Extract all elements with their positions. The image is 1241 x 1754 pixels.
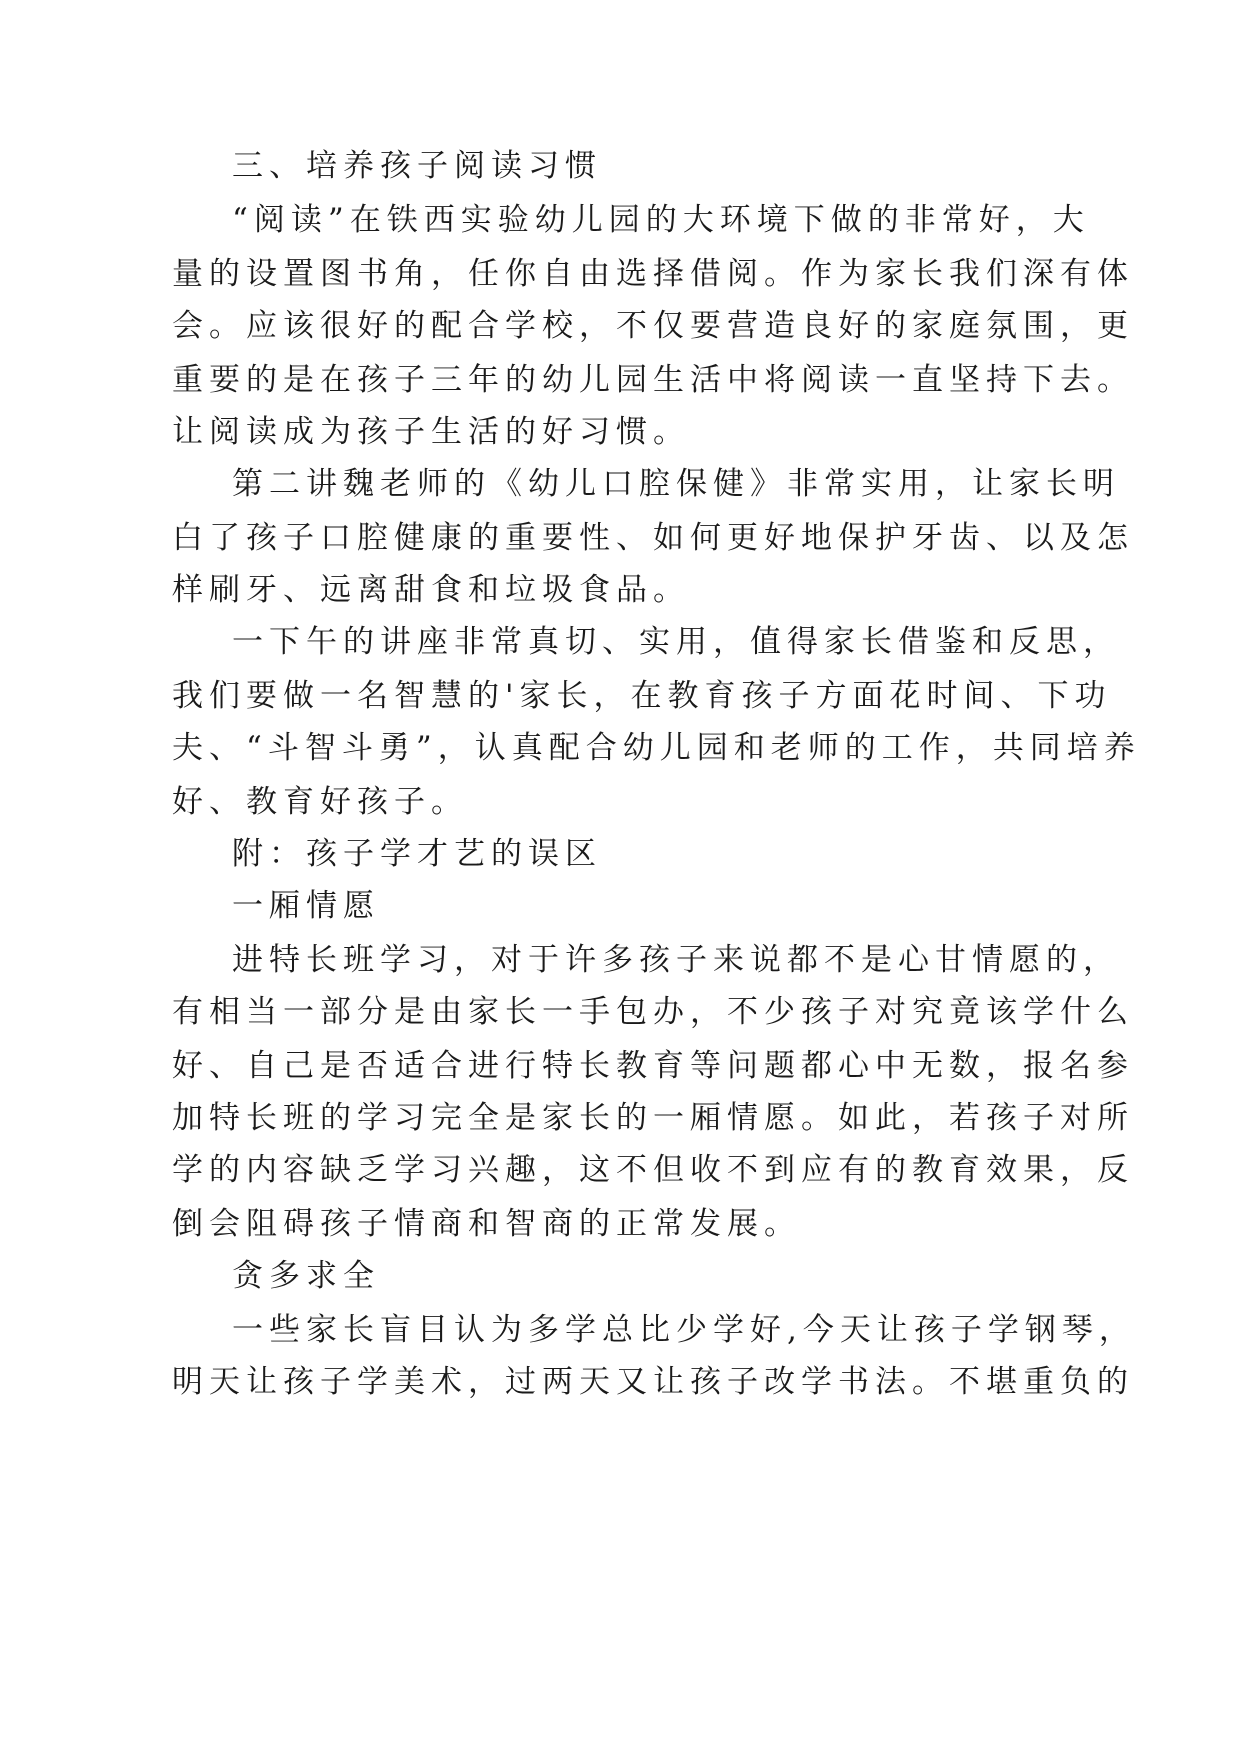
paragraph-line: 一下午的讲座非常真切、实用，值得家长借鉴和反思， (232, 624, 1120, 660)
paragraph-line: 让阅读成为孩子生活的好习惯。 (172, 414, 690, 450)
subheading: 一厢情愿 (232, 888, 380, 924)
paragraph-line: “阅读”在铁西实验幼儿园的大环境下做的非常好，大 (232, 202, 1090, 238)
paragraph-line: 好、教育好孩子。 (172, 784, 468, 820)
paragraph-line: 第二讲魏老师的《幼儿口腔保健》非常实用，让家长明 (232, 466, 1120, 502)
paragraph-line: 好、自己是否适合进行特长教育等问题都心中无数，报名参 (172, 1048, 1134, 1084)
paragraph-line: 重要的是在孩子三年的幼儿园生活中将阅读一直坚持下去。 (172, 362, 1134, 398)
paragraph-line: 会。应该很好的配合学校，不仅要营造良好的家庭氛围，更 (172, 308, 1134, 344)
section-heading: 三、培养孩子阅读习惯 (232, 148, 602, 184)
paragraph-line: 量的设置图书角，任你自由选择借阅。作为家长我们深有体 (172, 256, 1134, 292)
paragraph-line: 明天让孩子学美术，过两天又让孩子改学书法。不堪重负的 (172, 1364, 1134, 1400)
paragraph-line: 白了孩子口腔健康的重要性、如何更好地保护牙齿、以及怎 (172, 520, 1134, 556)
paragraph-line: 样刷牙、远离甜食和垃圾食品。 (172, 572, 690, 608)
appendix-heading: 附：孩子学才艺的误区 (232, 836, 602, 872)
subheading: 贪多求全 (232, 1258, 380, 1294)
paragraph-line: 我们要做一名智慧的'家长，在教育孩子方面花时间、下功 (172, 678, 1112, 714)
paragraph-line: 一些家长盲目认为多学总比少学好,今天让孩子学钢琴， (232, 1312, 1136, 1348)
paragraph-line: 夫、“斗智斗勇”，认真配合幼儿园和老师的工作，共同培养 (172, 730, 1141, 766)
paragraph-line: 有相当一部分是由家长一手包办，不少孩子对究竟该学什么 (172, 994, 1134, 1030)
paragraph-line: 倒会阻碍孩子情商和智商的正常发展。 (172, 1206, 801, 1242)
paragraph-line: 学的内容缺乏学习兴趣，这不但收不到应有的教育效果，反 (172, 1152, 1134, 1188)
paragraph-line: 进特长班学习，对于许多孩子来说都不是心甘情愿的， (232, 942, 1120, 978)
paragraph-line: 加特长班的学习完全是家长的一厢情愿。如此，若孩子对所 (172, 1100, 1134, 1136)
